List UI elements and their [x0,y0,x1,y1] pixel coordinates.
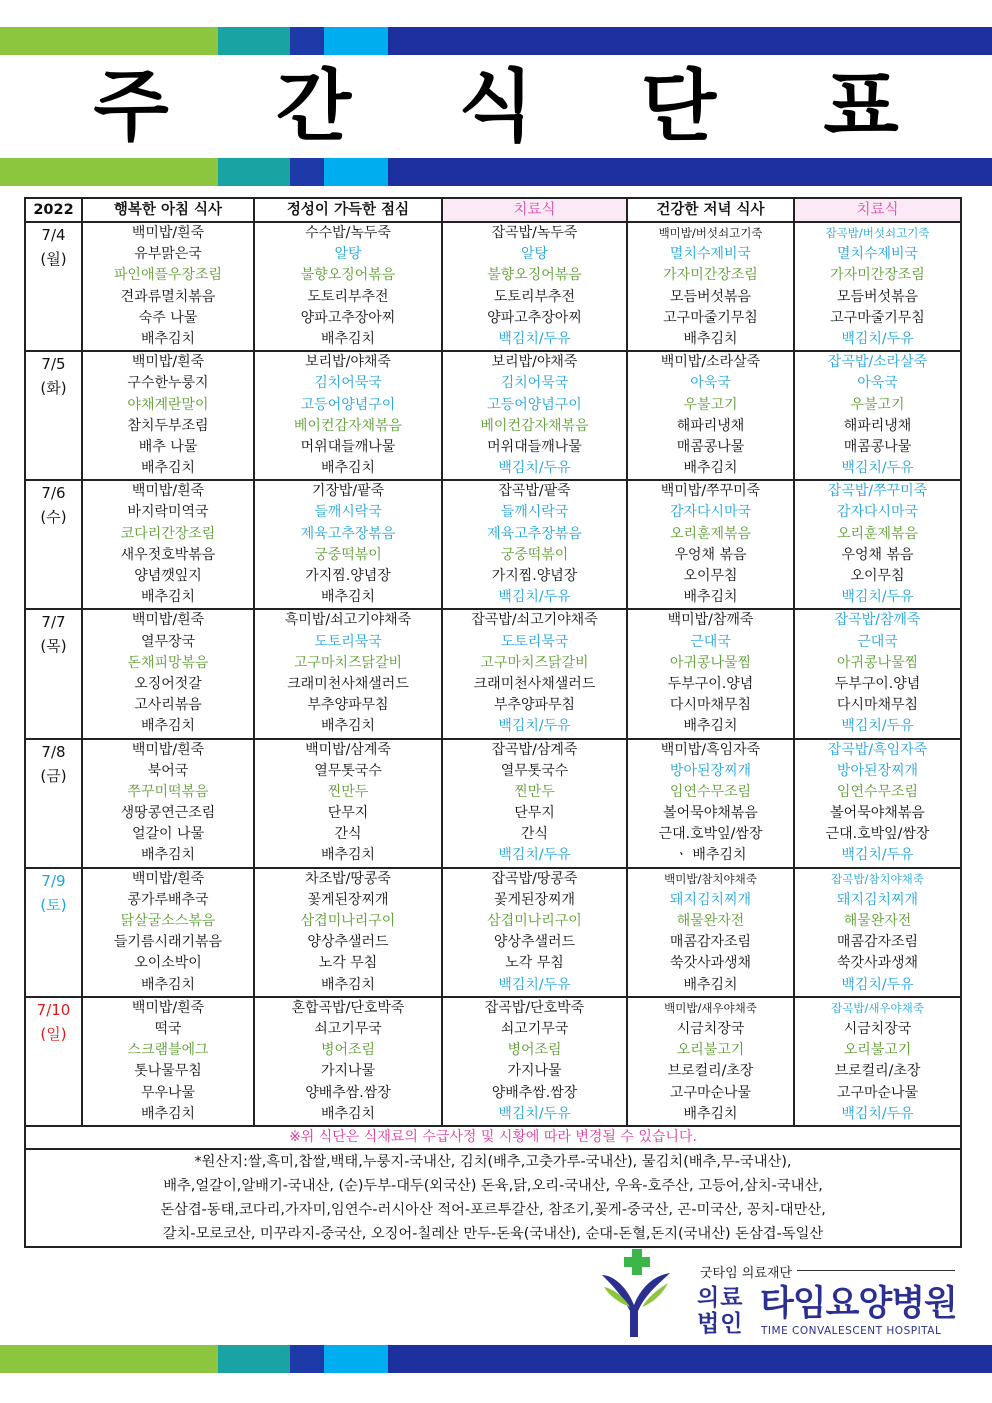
menu-item: 무우나물 [140,1084,196,1101]
menu-item: 닭살굴소스볶음 [120,913,216,929]
menu-item: 백미밥/흰죽 [131,225,205,241]
menu-item: 백김치/두유 [841,330,914,347]
menu-item: 백김치/두유 [841,1105,914,1122]
menu-item: 백미밥/흑임자죽 [660,741,761,758]
lunch-cell [254,351,442,480]
menu-item: 다시마채무침 [669,697,752,714]
menu-item: 시금치장국 [843,1020,912,1037]
menu-item: 찐만두 [327,783,369,800]
day-date-cell [25,609,82,738]
menu-item: 가지나물 [320,1063,376,1080]
menu-item: 배추김치 [683,589,738,606]
menu-item: 백미밥/버섯쇠고기죽 [658,226,763,240]
notice-row [25,1126,961,1149]
menu-item: 코다리간장조림 [120,525,216,542]
origin-line: 돈삼겹-동태,코다리,가자미,임연수-러시아산 적어-포르투갈산, 참조기,꽃게-중국산, 곤-미국산, 꽁치-대만산, [160,1201,826,1218]
menu-item: 백미밥/흰죽 [131,612,205,629]
foundation-rule [797,1270,955,1271]
dinner-cell [627,997,794,1126]
hospital-name: 타임요양병원 [760,1284,957,1324]
menu-item: 쑥갓사과생채 [836,955,919,972]
menu-item: 해파리냉채 [843,417,912,434]
menu-item: 백김치/두유 [498,718,571,735]
menu-item: 백미밥/쭈꾸미죽 [660,483,761,500]
menu-day-row [25,997,961,1126]
breakfast-cell [82,351,254,480]
menu-item: 배추김치 [140,589,196,606]
menu-item: 노각 무침 [318,955,378,972]
menu-item: 배추김치 [140,330,196,347]
menu-item: 백김치/두유 [498,847,571,864]
menu-item: 구수한누룽지 [127,375,209,392]
menu-item: 아욱국 [690,375,731,392]
day-date: 7/7 [41,613,66,632]
dinner-treat-cell [794,739,961,868]
day-date-cell [25,997,82,1126]
menu-item: 잡곡밥/버섯쇠고기죽 [825,226,930,240]
menu-day-row [25,351,961,480]
breakfast-cell [82,609,254,738]
menu-item: 잡곡밥/참치야채죽 [831,871,924,886]
menu-item: 양상추샐러드 [493,934,576,951]
lunch-cell [254,739,442,868]
lunch-treat-cell [442,351,627,480]
menu-item: 잡곡밥/흑임자죽 [827,741,928,758]
menu-item: 방아된장찌개 [669,762,752,779]
menu-item: 도토리부추전 [307,288,389,305]
lunch-treat-cell [442,609,627,738]
menu-item: 백김치/두유 [841,976,914,993]
menu-item: 멸치수제비국 [836,246,919,263]
menu-item: 가지나물 [507,1063,562,1080]
menu-item: 돼지김치찌개 [669,891,752,908]
lunch-header: 정성이 가득한 점심 [254,198,442,222]
menu-item: 백미밥/소라살죽 [660,354,761,371]
menu-item: 오리불고기 [676,1042,745,1059]
menu-item: 배추김치 [140,718,196,735]
menu-item: 크래미천사채샐러드 [473,675,596,692]
menu-item: 병어조림 [320,1042,376,1059]
dinner-treat-cell [794,609,961,738]
menu-day-row [25,868,961,997]
menu-item: ㆍ 배추김치 [674,847,747,864]
menu-item: 부추양파무침 [493,697,576,714]
menu-item: 양배추쌈.쌈장 [491,1084,578,1101]
menu-item: 참치두부조림 [127,417,209,434]
dinner-header: 건강한 저녁 식사 [627,198,794,222]
menu-item: 오이무침 [683,568,738,584]
menu-item: 백김치/두유 [498,330,571,347]
origin-row [25,1149,961,1247]
menu-item: 잡곡밥/녹두죽 [491,225,578,241]
menu-item: 오리훈제볶음 [836,525,919,542]
dinner-treat-cell [794,997,961,1126]
menu-item: 볼어묵야채볶음 [663,805,758,822]
menu-item: 백김치/두유 [498,460,571,477]
menu-item: 잡곡밥/단호박죽 [484,999,585,1016]
menu-item: 잡곡밥/새우야채죽 [831,1000,924,1015]
menu-item: 들깨시락국 [314,504,382,521]
menu-item: 배추김치 [140,460,196,477]
day-date: 7/5 [41,355,66,374]
menu-item: 보리밥/야채죽 [491,354,578,371]
menu-item: 떡국 [154,1020,182,1037]
menu-item: 병어조림 [507,1042,562,1059]
menu-item: 머위대들깨나물 [487,438,582,455]
menu-item: 쇠고기무국 [314,1020,382,1037]
menu-item: 기장밥/팥죽 [311,483,385,500]
menu-item: 새우젓호박볶음 [120,546,216,563]
menu-item: 열무톳국수 [500,762,569,779]
menu-item: 고구마치즈닭갈비 [293,654,403,671]
menu-item: 제육고추장볶음 [487,525,582,542]
menu-item: 볼어묵야채볶음 [830,805,925,822]
lunch-cell [254,609,442,738]
menu-item: 들기름시래기볶음 [113,934,223,951]
menu-item: 모듬버섯볶음 [669,288,752,305]
day-weekday: (토) [40,895,67,914]
menu-item: 백김치/두유 [498,589,571,606]
menu-item: 해파리냉채 [676,417,745,434]
menu-item: 임연수무조림 [836,783,919,800]
menu-item: 배추김치 [320,330,376,347]
lunch-cell [254,222,442,351]
year-header: 2022 [25,198,82,222]
menu-item: 머위대들깨나물 [300,438,396,455]
menu-item: 고구마치즈닭갈비 [480,654,589,671]
menu-item: 고구마순나물 [669,1084,752,1101]
day-weekday: (월) [40,250,67,268]
day-date-cell [25,739,82,868]
day-weekday: (화) [40,379,67,398]
menu-item: 백김치/두유 [841,847,914,864]
menu-item: 방아된장찌개 [836,762,919,779]
day-date-cell [25,480,82,609]
menu-item: 열무장국 [140,633,196,650]
hospital-english-name: TIME CONVALESCENT HOSPITAL [761,1325,942,1337]
menu-item: 배추김치 [320,589,376,606]
menu-item: 해물완자전 [843,913,912,929]
menu-item: 베이컨감자채볶음 [480,417,589,434]
day-weekday: (목) [40,637,67,656]
menu-item: 쇠고기무국 [500,1020,569,1037]
menu-item: 배추김치 [320,460,376,477]
menu-item: 불향오징어볶음 [487,267,582,284]
menu-item: 고구마줄기무침 [830,309,925,326]
dinner-treatment-header: 치료식 [794,198,961,222]
menu-item: 잡곡밥/삼계죽 [491,741,578,758]
menu-item: 불향오징어볶음 [300,267,396,284]
origin-line: 갈치-모로코산, 미꾸라지-중국산, 오징어-칠레산 만두-돈육(국내산), 순대-돈혈,돈지(국내산) 돈삼겹-독일산 [162,1225,824,1242]
top-color-band [0,27,992,55]
day-date: 7/4 [41,226,66,244]
menu-item: 배추김치 [320,976,376,993]
menu-item: 아욱국 [857,375,898,392]
menu-item: 김치어묵국 [500,375,569,392]
menu-item: 가지찜.양념장 [491,568,578,584]
menu-item: 가자미간장조림 [663,267,758,284]
menu-item: 차조밥/땅콩죽 [305,870,391,887]
menu-item: 들깨시락국 [500,504,569,521]
menu-item: 근대.호박잎/쌈장 [825,826,930,843]
menu-item: 간식 [334,826,362,843]
menu-item: 백미밥/새우야채죽 [664,1000,757,1015]
menu-item: 파인애플우장조림 [113,267,223,284]
menu-item: 브로컬리/초장 [667,1063,754,1080]
menu-item: 멸치수제비국 [669,246,752,263]
menu-item: 오징어젓갈 [134,675,202,692]
menu-item: 야채계란말이 [127,396,209,413]
day-date: 7/6 [41,484,66,503]
breakfast-cell [82,480,254,609]
menu-item: 오이소박이 [134,955,202,972]
menu-item: 크래미천사채샐러드 [287,675,409,692]
menu-item: 우엉채 볶음 [674,546,747,563]
menu-item: 모듬버섯볶음 [836,288,919,305]
menu-day-row [25,480,961,609]
dinner-treat-cell [794,868,961,997]
menu-item: 단무지 [514,805,555,822]
menu-item: 백김치/두유 [841,460,914,477]
menu-item: 백미밥/삼계죽 [305,741,391,758]
menu-item: 흑미밥/쇠고기야채죽 [284,612,412,629]
menu-item: 잡곡밥/팥죽 [498,483,571,500]
menu-item: 배추김치 [683,976,738,993]
menu-item: 백미밥/참치야채죽 [664,871,757,886]
lunch-treat-cell [442,222,627,351]
menu-item: 배추김치 [683,1105,738,1122]
menu-item: 보리밥/야채죽 [305,354,391,371]
day-weekday: (수) [40,508,67,527]
day-date-cell [25,351,82,480]
menu-item: 백김치/두유 [841,718,914,735]
menu-item: 잡곡밥/쇠고기야채죽 [471,612,598,629]
breakfast-cell [82,222,254,351]
dinner-cell [627,739,794,868]
menu-item: 꽃게된장찌개 [493,891,576,908]
day-date-cell [25,868,82,997]
menu-item: 간식 [520,826,549,843]
menu-item: 톳나물무침 [134,1063,202,1080]
menu-item: 궁중떡볶이 [500,546,569,563]
menu-item: 삼겹미나리구이 [300,913,396,929]
menu-item: 아귀콩나물찜 [836,654,919,671]
dinner-cell [627,868,794,997]
breakfast-cell [82,997,254,1126]
menu-day-row [25,739,961,868]
origin-line: *원산지:쌀,흑미,찹쌀,백태,누룽지-국내산, 김치(배추,고춧가루-국내산), 물김치(배추,무-국내산), [194,1153,792,1170]
title-underline-band [0,158,992,186]
menu-item: 알탕 [334,246,362,263]
menu-item: 콩가루배추국 [127,891,209,908]
menu-item: 도토리묵국 [500,633,569,650]
menu-item: 양배추쌈.쌈장 [305,1084,391,1101]
lunch-treat-cell [442,739,627,868]
origin-line: 배추,얼갈이,알배기-국내산, (순)두부-대두(외국산) 돈육,닭,오리-국내산, 우육-호주산, 고등어,삼치-국내산, [163,1177,823,1194]
menu-item: 쑥갓사과생채 [669,955,752,972]
lunch-cell [254,868,442,997]
lunch-treat-cell [442,997,627,1126]
day-date-cell [25,222,82,351]
menu-item: 우불고기 [683,396,738,413]
menu-item: 매콤감자조림 [836,934,919,951]
menu-item: 브로컬리/초장 [834,1063,921,1080]
menu-item: 잡곡밥/소라살죽 [827,354,928,371]
menu-item: 알탕 [520,246,549,263]
menu-item: 노각 무침 [505,955,564,972]
day-date: 7/10 [36,1000,71,1019]
menu-item: 혼합곡밥/단호박죽 [291,999,405,1016]
menu-item: 양념깻잎지 [134,568,202,584]
dinner-cell [627,480,794,609]
menu-item: 다시마채무침 [836,697,919,714]
lunch-cell [254,997,442,1126]
menu-item: 감자다시마국 [669,504,752,521]
menu-item: 도토리묵국 [314,633,382,650]
menu-item: 배추김치 [140,847,196,864]
menu-item: 양상추샐러드 [307,934,389,951]
menu-header-row [25,198,961,222]
menu-item: 배추김치 [683,330,738,347]
menu-item: 오리훈제볶음 [669,525,752,542]
menu-item: 견과류멸치볶음 [120,288,216,305]
menu-item: 단무지 [327,805,369,822]
menu-item: 쭈꾸미떡볶음 [127,783,209,800]
menu-item: 돼지김치찌개 [836,891,919,908]
breakfast-cell [82,868,254,997]
menu-item: 시금치장국 [676,1020,745,1037]
menu-item: 근대국 [857,633,898,650]
menu-item: 가지찜.양념장 [305,568,391,584]
menu-item: 배추김치 [140,976,196,993]
day-weekday: (일) [40,1024,67,1043]
menu-item: 배추 나물 [138,438,198,455]
origin-info [25,1149,961,1247]
breakfast-header: 행복한 아침 식사 [82,198,254,222]
menu-item: 배추김치 [320,847,376,864]
menu-item: 열무톳국수 [314,762,382,779]
menu-item: 해물완자전 [676,913,745,929]
menu-item: 잡곡밥/땅콩죽 [491,870,578,887]
dinner-treat-cell [794,480,961,609]
menu-item: 고사리볶음 [134,697,202,714]
menu-day-row [25,609,961,738]
dinner-treat-cell [794,351,961,480]
menu-item: 꽃게된장찌개 [307,891,389,908]
menu-item: 백미밥/흰죽 [131,870,205,887]
menu-item: 삼겹미나리구이 [487,913,582,929]
menu-item: 북어국 [147,762,189,779]
menu-item: 근대.호박잎/쌈장 [658,826,763,843]
menu-item: 배추김치 [140,1105,196,1122]
menu-item: 유부맑은국 [134,246,202,263]
menu-item: 매콤감자조림 [669,934,752,951]
lunch-treatment-header: 치료식 [442,198,627,222]
menu-item: 근대국 [690,633,731,650]
menu-item: 백미밥/흰죽 [131,354,205,371]
menu-item: 백미밥/참깨죽 [667,612,754,629]
menu-item: 고등어양념구이 [300,396,396,413]
dinner-cell [627,609,794,738]
menu-item: 생땅콩연근조림 [120,805,216,822]
menu-item: 백김치/두유 [498,976,571,993]
menu-item: 도토리부추전 [493,288,576,305]
menu-item: 매콤콩나물 [676,438,745,455]
lunch-treat-cell [442,480,627,609]
dinner-treat-cell [794,222,961,351]
menu-item: 잡곡밥/참깨죽 [834,612,921,629]
day-weekday: (금) [40,766,67,785]
lunch-treat-cell [442,868,627,997]
menu-item: 배추김치 [320,718,376,735]
menu-item: 잡곡밥/쭈꾸미죽 [827,483,928,500]
menu-item: 궁중떡볶이 [314,546,382,563]
menu-item: 감자다시마국 [836,504,919,521]
menu-item: 오리불고기 [843,1042,912,1059]
lunch-cell [254,480,442,609]
menu-item: 백미밥/흰죽 [131,741,205,758]
menu-item: 고구마순나물 [836,1084,919,1101]
menu-item: 백김치/두유 [498,1105,571,1122]
dinner-cell [627,351,794,480]
menu-item: 배추김치 [683,718,738,735]
menu-item: 수수밥/녹두죽 [305,225,391,241]
menu-item: 얼갈이 나물 [131,826,205,843]
menu-item: 고등어양념구이 [487,396,582,413]
menu-item: 스크램블에그 [127,1042,209,1059]
menu-item: 배추김치 [320,1105,376,1122]
menu-item: 두부구이.양념 [834,675,921,692]
menu-item: 양파고추장아찌 [300,309,396,326]
menu-item: 우엉채 볶음 [841,546,914,563]
menu-item: 백미밥/흰죽 [131,483,205,500]
menu-item: 백미밥/흰죽 [131,999,205,1016]
day-date: 7/8 [41,742,66,761]
breakfast-cell [82,739,254,868]
menu-item: 바지락미역국 [127,504,209,521]
weekly-menu-table [24,197,962,1248]
dinner-cell [627,222,794,351]
menu-item: 양파고추장아찌 [487,309,582,326]
menu-item: 고구마줄기무침 [663,309,758,326]
menu-item: 매콤콩나물 [843,438,912,455]
menu-item: 찐만두 [514,783,555,800]
corp-label: 의료법인 [697,1285,744,1337]
menu-item: 두부구이.양념 [667,675,754,692]
foundation-name: 굿타임 의료재단 [700,1266,793,1281]
menu-item: 돈채피망볶음 [127,654,209,671]
notice-text: ※위 식단은 식재료의 수급사정 및 시황에 따라 변경될 수 있습니다. [25,1126,961,1149]
menu-item: 베이컨감자채볶음 [293,417,403,434]
menu-day-row [25,222,961,351]
menu-item: 부추양파무침 [307,697,389,714]
day-date: 7/9 [41,871,66,890]
menu-item: 우불고기 [850,396,905,413]
menu-item: 김치어묵국 [314,375,382,392]
menu-item: 아귀콩나물찜 [669,654,752,671]
bottom-color-band [0,1345,992,1373]
menu-item: 가자미간장조림 [830,267,925,284]
menu-item: 제육고추장볶음 [300,525,396,542]
menu-item: 백김치/두유 [841,589,914,606]
menu-item: 숙주 나물 [138,309,198,326]
menu-item: 배추김치 [683,460,738,477]
page-title: 주 간 식 단 표 [93,62,939,152]
menu-item: 오이무침 [850,568,905,584]
menu-item: 임연수무조림 [669,783,752,800]
